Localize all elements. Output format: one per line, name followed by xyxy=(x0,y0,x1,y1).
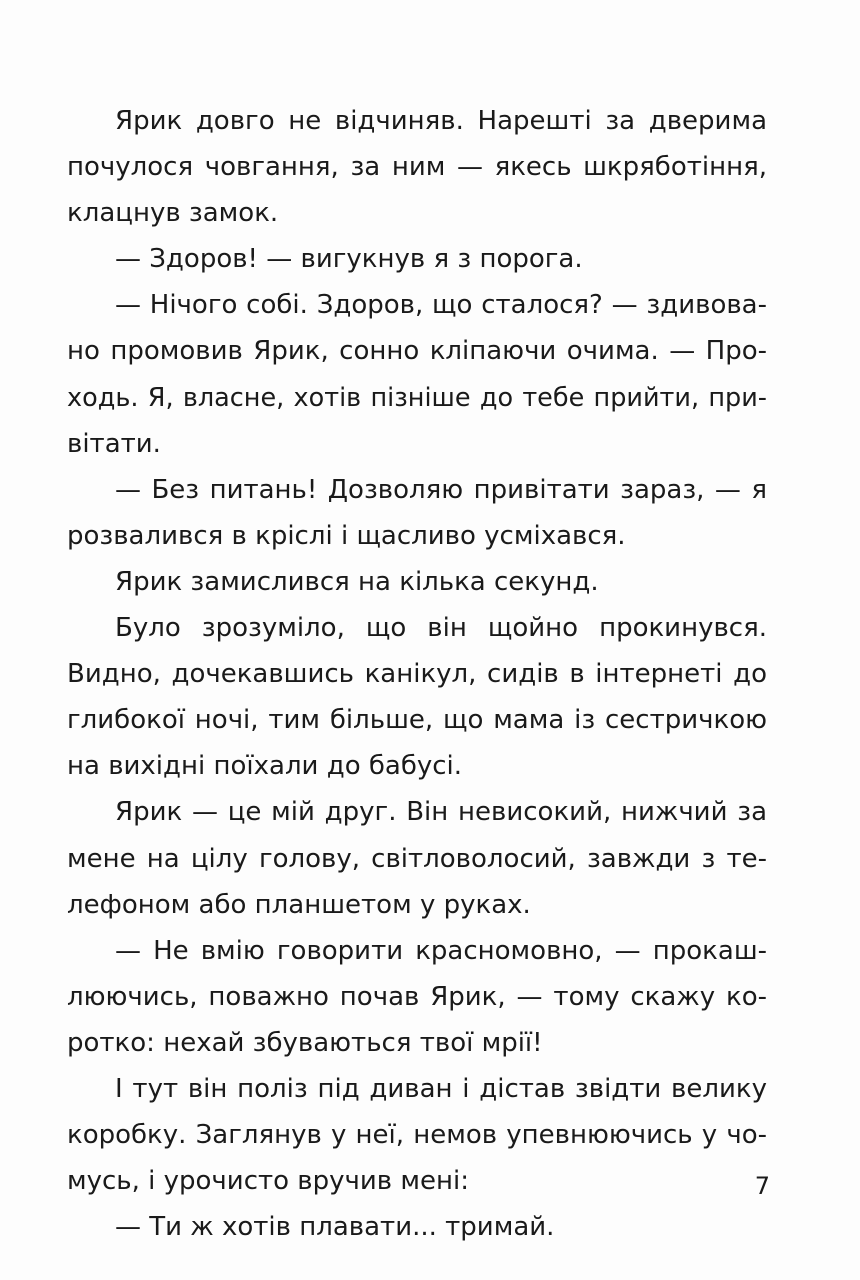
text-line: на вихідні поїхали до бабусі. xyxy=(67,751,463,782)
body-text xyxy=(67,98,767,1250)
text-line: Видно, дочекавшись канікул, сидів в інтернеті до xyxy=(67,659,767,690)
text-line: — Без питань! Дозволяю привітати зараз, — я xyxy=(115,474,767,505)
text-line: вітати. xyxy=(67,428,161,459)
text-line: ходь. Я, власне, хотів пізніше до тебе прийти, при- xyxy=(67,382,767,413)
text-line: мене на цілу голову, світловолосий, завжди з те- xyxy=(67,843,767,874)
text-line: люючись, поважно почав Ярик, — тому скажу ко- xyxy=(67,981,767,1012)
text-line: І тут він поліз під диван і дістав звідти велику xyxy=(115,1073,767,1104)
text-line: — Здоров! — вигукнув я з порога. xyxy=(115,244,583,275)
text-line: Було зрозуміло, що він щойно прокинувся. xyxy=(115,613,767,644)
text-line: Ярик довго не відчиняв. Нарешті за дверима xyxy=(115,106,767,136)
text-line: мусь, і урочисто вручив мені: xyxy=(67,1166,469,1197)
text-line: лефоном або планшетом у руках. xyxy=(67,889,531,920)
text-line: — Не вмію говорити красномовно, — прокаш- xyxy=(115,935,767,966)
text-line: но промовив Ярик, сонно кліпаючи очима. — Про- xyxy=(67,336,767,367)
text-line: — Ти ж хотів плавати... тримай. xyxy=(115,1212,555,1243)
text-line: розвалився в кріслі і щасливо усміхався. xyxy=(67,520,626,551)
text-line: почулося човгання, за ним — якесь шкряботіння, xyxy=(67,152,767,183)
text-line: клацнув замок. xyxy=(67,198,279,229)
text-line: глибокої ночі, тим більше, що мама із сестричкою xyxy=(67,705,767,736)
text-line: коробку. Заглянув у неї, немов упевнюючись у чо- xyxy=(67,1120,767,1151)
text-line: — Нічого собі. Здоров, що сталося? — здивова- xyxy=(115,290,767,321)
text-line: ротко: нехай збуваються твої мрії! xyxy=(67,1027,543,1058)
page-number: 7 xyxy=(754,1172,770,1200)
text-line: Ярик — це мій друг. Він невисокий, нижчий за xyxy=(115,797,767,828)
text-line: Ярик замислився на кілька секунд. xyxy=(115,566,599,597)
